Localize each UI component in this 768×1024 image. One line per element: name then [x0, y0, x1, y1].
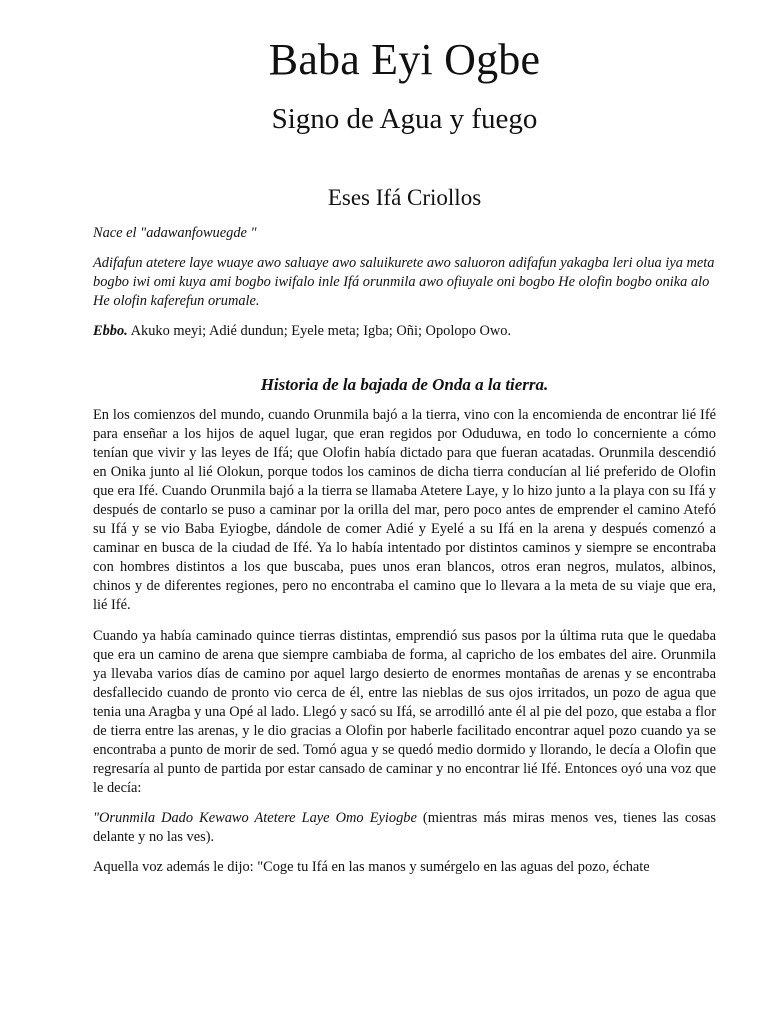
body-paragraph-1: En los comienzos del mundo, cuando Orunmila bajó a la tierra, vino con la encomienda de encontrar lié Ifé para enseñar a los hijos de aquel lugar, que eran regidos por Oduduwa, en todo lo concerniente a cómo tenían que vivir y las leyes de Ifá; que Olofin había dictado para que fueran acatadas. Orunmila descendió en Onika junto al lié Olokun, porque todos los caminos de dicha tierra conducían al lié preferido de Olofin que era Ifé. Cuando Orunmila bajó a la tierra se llamaba Atetere Laye, y lo hizo junto a la playa con su Ifá y después de contarlo se puso a caminar por la orilla del mar, pero poco antes de emprender el camino Atefó su Ifá y se vio Baba Eyiogbe, dándole de comer Adié y Eyelé a su Ifá en la arena y después comenzó a caminar en busca de la ciudad de Ifé. Ya lo había intentado por distintos caminos y siempre se encontraba con hombres distintos a los que buscaba, pues unos eran blancos, otros eran negros, mulatos, albinos, chinos y de diferentes regiones, pero no encontraba el camino que lo llevara a la meta de su viaje que era, lié Ifé.	[93, 407, 716, 613]
section-heading: Eses Ifá Criollos	[327, 185, 482, 210]
document-title: Baba Eyi Ogbe	[268, 35, 541, 84]
body-paragraph-4: Aquella voz además le dijo: "Coge tu Ifá en las manos y sumérgelo en las aguas del pozo, échate	[93, 859, 650, 875]
quote-translation: (mientras más miras menos ves, tienes las cosas delante y no las ves).	[93, 810, 716, 845]
ebbo-line	[93, 322, 716, 341]
ebbo-text: Akuko meyi; Adié dundun; Eyele meta; Igba; Oñi; Opolopo Owo.	[127, 323, 512, 339]
body-paragraph-3	[93, 809, 716, 847]
document-subtitle: Signo de Agua y fuego	[271, 103, 538, 135]
historia-heading: Historia de la bajada de Onda a la tierra.	[260, 375, 549, 394]
ebbo-label: Ebbo.	[93, 323, 128, 339]
adifafun-paragraph: Adifafun atetere laye wuaye awo saluaye awo saluikurete awo saluoron adifafun yakagba leri olua iya meta bogbo iwi omi kuya ami bogbo iwifalo inle Ifá orunmila awo ofiuyale oni bogbo He olofin bogbo onika alo He olofin kaferefun orumale.	[93, 255, 715, 309]
nace-line: Nace el "adawanfowuegde "	[93, 225, 257, 241]
body-paragraph-2: Cuando ya había caminado quince tierras distintas, emprendió sus pasos por la última ruta que le quedaba que era un camino de arena que siempre cambiaba de forma, al capricho de los embates del aire. Orunmila ya llevaba varios días de camino por aquel largo desierto de enormes montañas de arenas y se encontraba desfallecido cuando de pronto vio cerca de él, entre las nieblas de sus ojos irritados, un pozo de agua que tenia una Aragba y una Opé al lado. Llegó y sacó su Ifá, se arrodilló ante él al pie del pozo, que estaba a flor de tierra entre las arenas, y le dio gracias a Olofin por haberle facilitado encontrar aquel pozo cuando ya se encontraba a punto de morir de sed. Tomó agua y se quedó medio dormido y llorando, le decía a Olofin que regresaría al punto de partida por estar cansado de caminar y no encontrar lié Ifé. Entonces oyó una voz que le decía:	[93, 628, 716, 796]
orunmila-quote: "Orunmila Dado Kewawo Atetere Laye Omo Eyiogbe	[93, 810, 417, 826]
